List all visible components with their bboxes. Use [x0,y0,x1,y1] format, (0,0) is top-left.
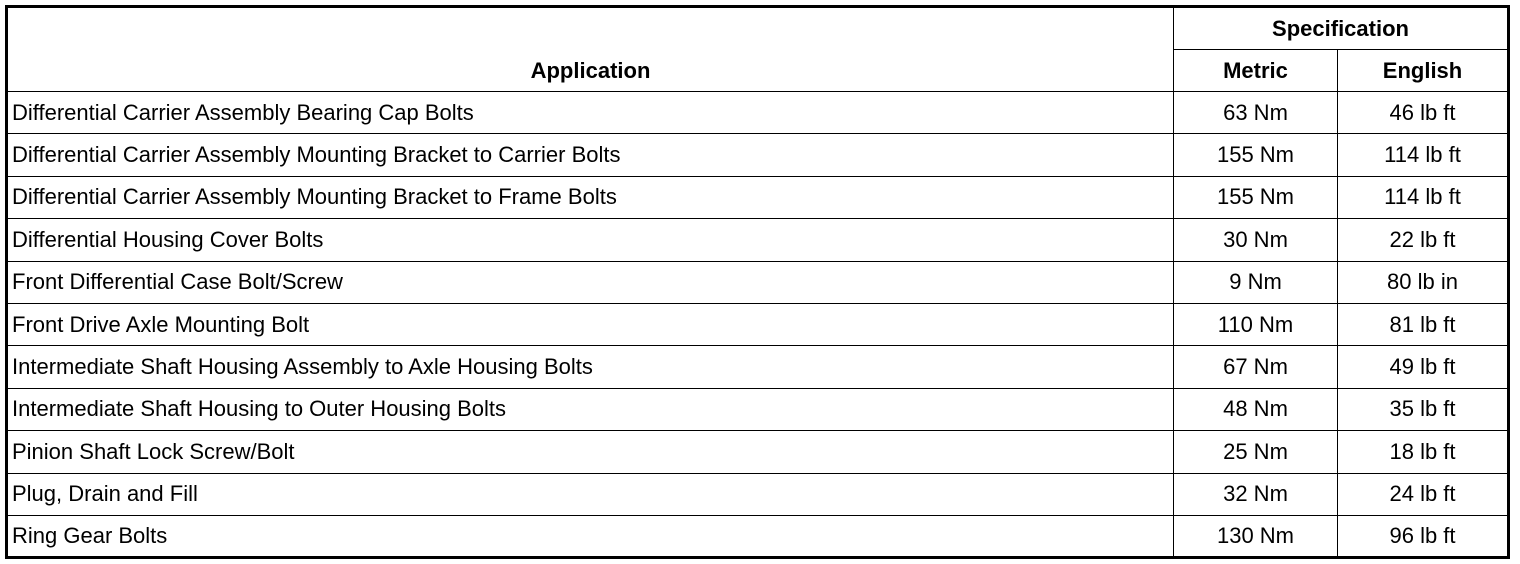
english-cell: 114 lb ft [1338,134,1509,176]
table-row [7,346,1509,388]
metric-cell: 25 Nm [1174,431,1338,473]
metric-cell: 48 Nm [1174,388,1338,430]
table-row [7,219,1509,261]
table-row [7,303,1509,345]
application-column-header: Application [7,7,1174,92]
table-row [7,176,1509,218]
metric-cell: 63 Nm [1174,92,1338,134]
application-cell: Ring Gear Bolts [7,515,1174,557]
table-row [7,388,1509,430]
application-cell: Plug, Drain and Fill [7,473,1174,515]
application-cell: Differential Carrier Assembly Mounting Bracket to Carrier Bolts [7,134,1174,176]
metric-cell: 9 Nm [1174,261,1338,303]
application-cell: Differential Carrier Assembly Bearing Cap Bolts [7,92,1174,134]
metric-cell: 67 Nm [1174,346,1338,388]
english-cell: 24 lb ft [1338,473,1509,515]
english-column-header: English [1338,50,1509,92]
application-cell: Front Drive Axle Mounting Bolt [7,303,1174,345]
application-cell: Pinion Shaft Lock Screw/Bolt [7,431,1174,473]
english-cell: 35 lb ft [1338,388,1509,430]
english-cell: 49 lb ft [1338,346,1509,388]
english-cell: 46 lb ft [1338,92,1509,134]
metric-cell: 155 Nm [1174,176,1338,218]
english-cell: 81 lb ft [1338,303,1509,345]
application-cell: Differential Housing Cover Bolts [7,219,1174,261]
english-cell: 80 lb in [1338,261,1509,303]
table-row [7,515,1509,557]
metric-cell: 130 Nm [1174,515,1338,557]
metric-cell: 32 Nm [1174,473,1338,515]
metric-cell: 110 Nm [1174,303,1338,345]
application-cell: Differential Carrier Assembly Mounting Bracket to Frame Bolts [7,176,1174,218]
english-cell: 22 lb ft [1338,219,1509,261]
table-row [7,431,1509,473]
table-row [7,134,1509,176]
metric-cell: 155 Nm [1174,134,1338,176]
table-row [7,473,1509,515]
specification-column-header: Specification [1174,7,1509,50]
table-row [7,261,1509,303]
english-cell: 18 lb ft [1338,431,1509,473]
application-cell: Intermediate Shaft Housing Assembly to Axle Housing Bolts [7,346,1174,388]
english-cell: 114 lb ft [1338,176,1509,218]
table-row [7,92,1509,134]
metric-column-header: Metric [1174,50,1338,92]
header-row-top [7,7,1509,50]
metric-cell: 30 Nm [1174,219,1338,261]
english-cell: 96 lb ft [1338,515,1509,557]
application-cell: Front Differential Case Bolt/Screw [7,261,1174,303]
application-cell: Intermediate Shaft Housing to Outer Housing Bolts [7,388,1174,430]
torque-specification-table [5,5,1510,559]
